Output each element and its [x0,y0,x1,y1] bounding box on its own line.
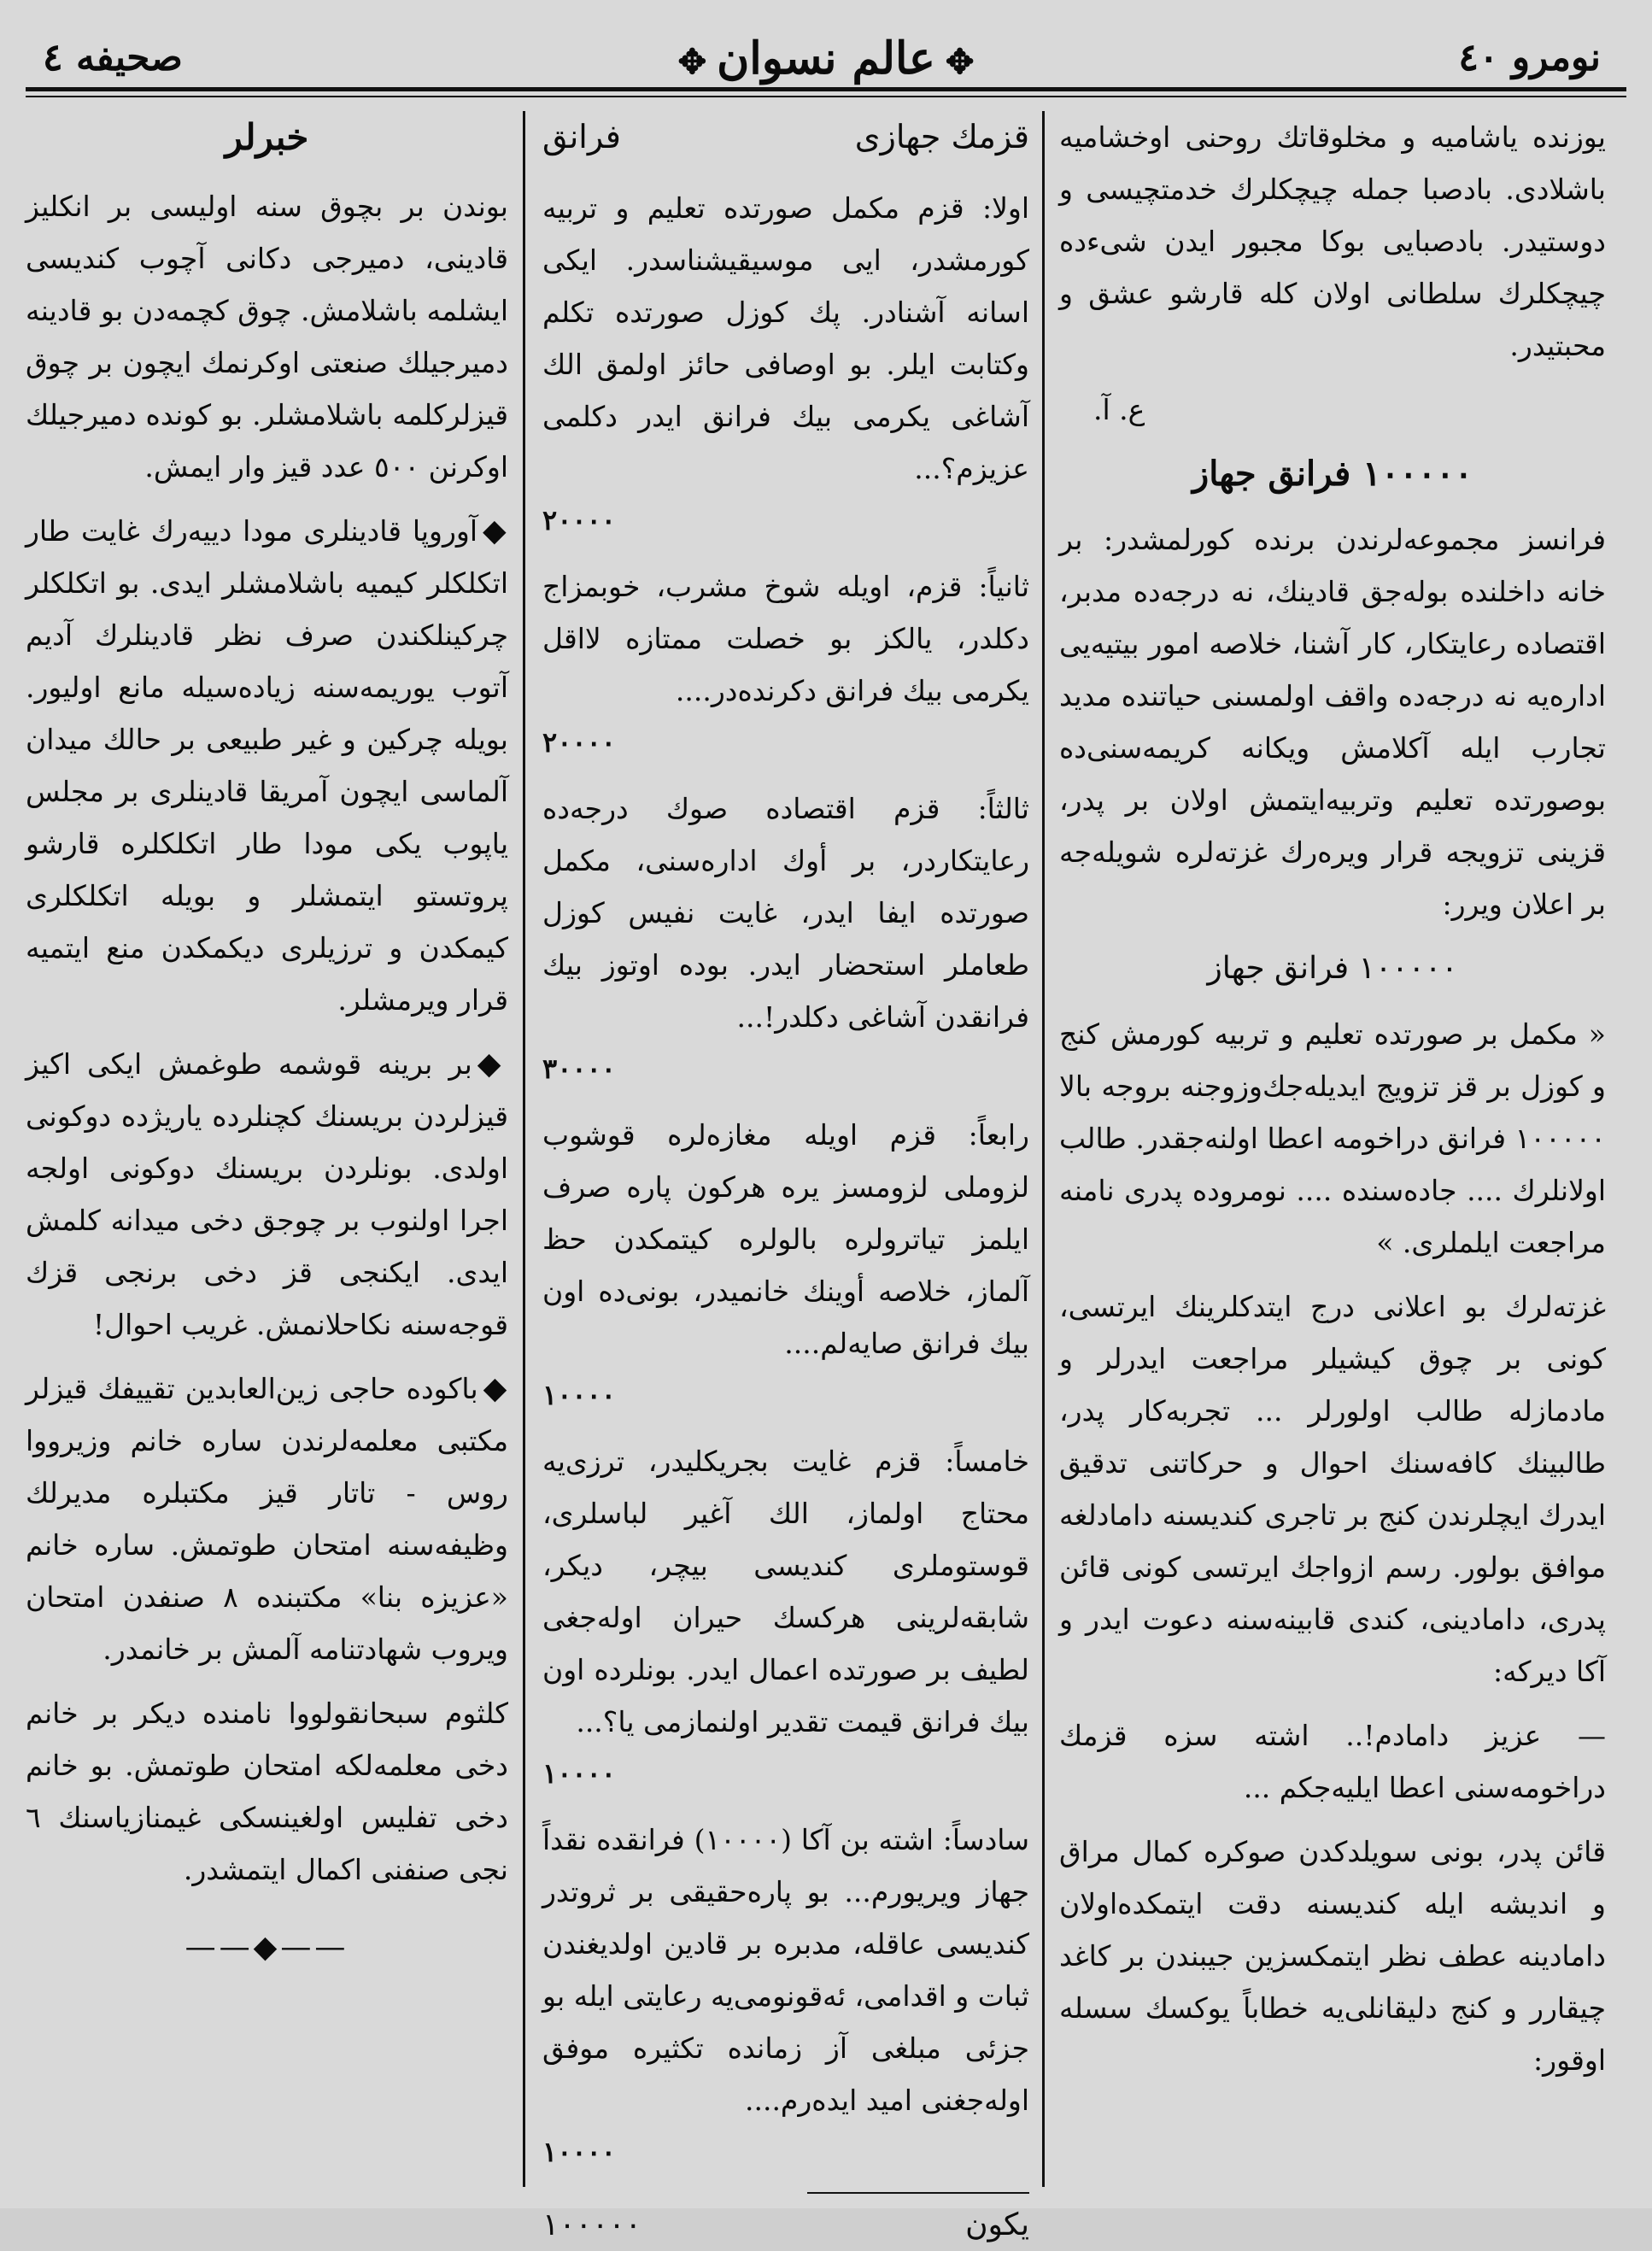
dowry-item-text: سادساً: اشته بن آكا (١٠٠٠٠) فرانقده نقداً جهاز ویریورم... بو پاره‌حقیقی بر ثروتدر كندیسی عاقله، مدبره بر قادین اولدیغندن ثبات و اقدامی، ئه‌قونومی‌یه رعایتی ایله بو جزئی مبلغی آز زمانده تكثیره موفق اوله‌جغنی امید ایده‌رم.... [542,1823,1029,2117]
dowry-item [542,182,1029,547]
diamond-bullet-icon: ◆ [483,513,508,548]
news-item [26,1363,508,1675]
total-rule [807,2192,1029,2194]
news-item-text: باكوده حاجی زین‌العابدین تقییفك قیزلر مكتبی معلمه‌لرندن ساره خانم وزیرووا روس - تاتار قیز مكتبلره مدیرلك وظیفه‌سنه امتحان طوتمش. ساره خانم «عزیزه بنا» مكتبنده ٨ صنفدن امتحان ویروب شهادتنامه آلمش بر خانمدر. [26,1372,508,1666]
total-label: یكون [965,2207,1029,2242]
dowry-item-text: اولا: قزم مكمل صورتده تعلیم و تربیه كورمشدر، ایی موسیقیشناسدر. ایكی اسانه آشنادر. پك كوزل صورتده تكلم وكتابت ایلر. بو اوصافی حائز اولمق الك آشاغی یكرمی بیك فرانق ایدر دكلمی عزیزم؟... [542,191,1029,485]
news-item-text: بر برینه قوشمه طوغمش ایكی اكیز قیزلردن بریسنك كچنلرده یاریژده دوكونی اولدی. بونلردن بریسنك دوكونی اولجه اجرا اولنوب بر چوجق دخی میدانه كلمش ایدی. ایكنجی قز دخی برنجی قزك قوجه‌سنه نكاحلانمش. غریب احوال! [26,1047,508,1341]
page-header [26,17,1626,85]
news-item [26,505,508,1026]
masthead-title: عالم نسوان [717,32,935,85]
end-ornament: ——◆—— [185,1930,349,1965]
diamond-bullet-icon: ◆ [477,1046,508,1082]
total-amount: ١٠٠٠٠٠ [542,2207,642,2242]
dowry-item-text: ثالثاً: قزم اقتصاده صوك درجه‌ده رعایتكاردر، بر أوك ادارەسنی، مكمل صورتده ایفا ایدر، غایت نفیس كوزل طعاملر استحضار ایدر. بوده اوتوز بیك فرانقدن آشاغی دكلدر!... [542,792,1029,1034]
news-item-text: آوروپا قادینلری مودا دییه‌رك غایت طار اتكلكلر كیمیه باشلامشلر ایدی. بو اتكلكلر چركینلكندن صرف نظر قادینلرك آدیم آتوب یوریمه‌سنه زیاده‌سیله مانع اولیور. بویله چركین و غیر طبیعی بر حالك میدان آلماسی ایچون آمریقا قادینلری بر مجلس یاپوب یكی مودا طار اتكلكلره قارشو پروتستو ایتمشلر و بویله اتكلكلری كیمكدن و ترزیلری دیكمكدن منع ایتمیه قرار ویرمشلر. [26,514,508,1017]
news-section-title: خبرلر [225,116,309,158]
right-column [1059,111,1606,2178]
column-divider-right [1042,111,1045,2187]
dowry-item [542,1814,1029,2178]
dowry-item-text: خامساً: قزم غایت بجریكلیدر، ترزی‌یه محتاج اولماز، الك آغیر لباسلری، قوستوملری كندیسی بیچر، دیكر، شابقه‌لرینی هركسك حیران اوله‌جغی لطیف بر صورتده اعمال ایدر. بونلرده اون بیك فرانق قیمت تقدیر اولنمازمی یا؟... [542,1445,1029,1738]
article-paragraph: غزته‌لرك بو اعلانی درج ایتدكلرینك ایرتسی، كونی بر چوق كیشیلر مراجعت ایدرلر و مادمازله طالب اولورلر ... تجربه‌كار پدر، طالبینك كافه‌سنك احوال و حركاتنی تدقیق ایدرك ایچلرندن كنج بر تاجری كندیسنه دامادلغه موافق بولور. رسم ازواجك ایرتسی كونی قائن پدری، دامادینی، كندی قابینه‌سنه دعوت ایدر و آكا دیركه: [1059,1290,1606,1688]
news-item: بوندن بر بچوق سنه اولیسی بر انكلیز قادینی، دمیرجی دكانی آچوب كندیسی ایشلمه باشلامش. چوق كچمه‌دن بو قادینه دمیرجیلك صنعتی اوكرنمك ایچون بر چوق قیزلركلمه باشلامشلر. بو كونده دمیرجیلك اوكرنن ٥٠٠ عدد قیز وار ایمش. [26,190,508,484]
article-heading: ١٠٠٠٠٠ فرانق جهاز [1192,454,1473,494]
dowry-item-text: ثانیاً: قزم، اویله شوخ مشرب، خوبمزاج دكلدر، یالكز بو خصلت ممتازه لااقل یكرمی بیك فرانق دكرنده‌در.... [542,570,1029,707]
page-number: صحیفه ٤ [43,36,183,79]
article-continuation: یوزنده یاشامیه و مخلوقاتك روحنی اوخشامیه باشلادی. بادصبا جمله چیچكلرك خدمتچیسی و دوستیدر. بادصبایی بوكا مجبور ایدن شیءده چیچكلرك سلطانی اولان كله قارشو عشق و محبتیدر. [1059,120,1606,362]
middle-column [542,111,1029,2242]
dowry-item-amount: ١٠٠٠٠ [542,1379,616,1411]
dowry-list-title: قزمك جهازی [854,118,1029,155]
column-divider-left [523,111,525,2187]
author-signature: ع. آ. [1093,393,1145,426]
ad-heading: ١٠٠٠٠٠ فرانق جهاز [1207,951,1458,986]
news-item [26,1038,508,1351]
masthead [26,32,1626,85]
advertisement-text: « مكمل بر صورتده تعلیم و تربیه كورمش كنج و كوزل بر قز تزویج ایدیله‌جك‌وزوجنه بروجه بالا ١٠٠٠٠٠ فرانق دراخومه اعطا اولنه‌جقدر. طالب اولانلرك .... جاده‌سنده .... نومروده پدری نامنه مراجعت ایلملری. » [1059,1017,1606,1259]
dowry-item [542,1109,1029,1422]
article-paragraph: قائن پدر، بونی سویلدكدن صوكره كمال مراق و اندیشه ایله كندیسنه دقت ایتمكده‌اولان دامادینه عطف نظر ایتمكسزین جیبندن بر كاغد چیقارر و كنج دلیقانلی‌یه خطاباً یوكسك سسله اوقور: [1059,1835,1606,2077]
dowry-item-amount: ١٠٠٠٠ [542,1757,616,1790]
dowry-item-amount: ٢٠٠٠٠ [542,726,616,759]
dowry-item-amount: ٣٠٠٠٠ [542,1052,616,1085]
dowry-item-amount: ٢٠٠٠٠ [542,504,616,536]
dowry-total [542,2199,1029,2251]
issue-number: نومرو ٤٠ [1458,36,1601,79]
left-ornament-icon: ✥ [945,42,975,82]
dowry-item [542,1435,1029,1800]
article-paragraph: — عزیز دامادم!.. اشته سزه قزمك دراخومه‌سنی اعطا ایلیه‌جكم ... [1059,1719,1606,1804]
dowry-item-amount: ١٠٠٠٠ [542,2136,616,2168]
dowry-item [542,783,1029,1095]
dowry-item-text: رابعاً: قزم اویله مغازه‌لره قوشوب لزوملی لزومسز یره هركون پاره صرف ایلمز تیاترولره بالولره كیتمكدن حظ آلماز، خلاصه أوینك خانمیدر، بونی‌ده اون بیك فرانق صایه‌لم.... [542,1118,1029,1360]
header-rule-thin [26,96,1626,97]
right-ornament-icon: ✥ [677,42,707,82]
news-item: كلثوم سبحانقولووا نامنده دیكر بر خانم دخی معلمه‌لكه امتحان طوتمش. بو خانم دخی تفلیس اولغینسكی غیمنازیاسنك ٦ نجی صنفنی اكمال ایتمشدر. [26,1697,508,1886]
header-rule-thick [26,87,1626,91]
diamond-bullet-icon: ◆ [483,1371,508,1406]
article-paragraph: فرانسز مجموعه‌لرندن برنده كورلمشدر: بر خانه داخلنده بوله‌جق قادینك، نه درجه‌ده مدبر، اقتصاده رعایتكار، كار آشنا، خلاصه امور بیتیه‌یی اداره‌یه نه درجه‌ده واقف اولمسنی حیاتنده مدید تجارب ایله آكلامش ویكانه كریمه‌سنی‌ده بوصورتده تعلیم وتربیه‌ایتمش اولان بر پدر، قزینی تزویجه قرار ویره‌رك غزته‌لره شویله‌جه بر اعلان ویرر: [1059,523,1606,921]
dowry-item [542,560,1029,769]
dowry-list-header [542,111,1029,163]
currency-label: فرانق [542,118,621,155]
left-column [26,111,508,2178]
